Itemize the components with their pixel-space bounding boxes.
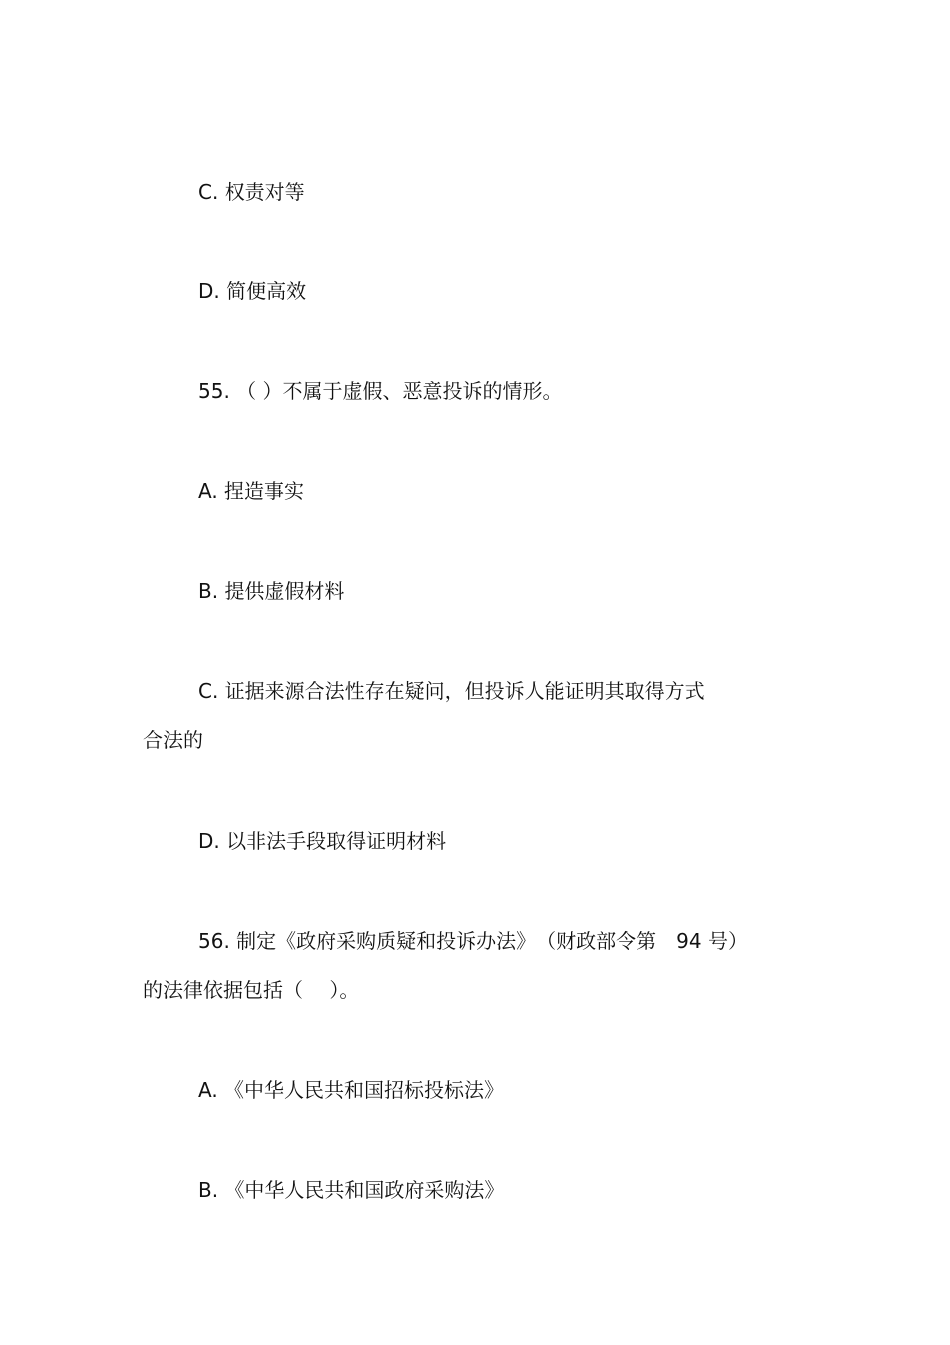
q55-option-c-continued: 合法的 <box>143 728 203 752</box>
option-text: 捏造事实 <box>224 479 305 503</box>
question-55-stem <box>198 377 563 405</box>
option-text: 简便高效 <box>226 279 307 303</box>
question-text: 制定《政府采购质疑和投诉办法》 （财政部令第 94 号） <box>236 929 748 953</box>
option-d-prev <box>198 277 306 305</box>
option-label: C. <box>198 180 219 204</box>
option-text: 《中华人民共和国政府采购法》 <box>224 1178 505 1202</box>
option-label: B. <box>198 579 219 603</box>
question-number: 56. <box>198 929 230 953</box>
option-c-prev <box>198 178 305 206</box>
option-text: 《中华人民共和国招标投标法》 <box>224 1078 505 1102</box>
q55-option-b <box>198 577 344 605</box>
question-number: 55. <box>198 379 230 403</box>
q55-option-a <box>198 477 304 505</box>
q56-option-a <box>198 1076 504 1104</box>
option-label: C. <box>198 679 219 703</box>
option-label: D. <box>198 279 220 303</box>
question-56-stem <box>198 927 748 955</box>
question-56-stem-continued: 的法律依据包括（ ）。 <box>143 978 360 1002</box>
question-text: （ ）不属于虚假、恶意投诉的情形。 <box>236 379 563 403</box>
option-label: D. <box>198 829 220 853</box>
option-text: 证据来源合法性存在疑问，但投诉人能证明其取得方式 <box>224 679 705 703</box>
option-label: A. <box>198 479 218 503</box>
q55-option-c <box>198 677 705 705</box>
option-label: B. <box>198 1178 219 1202</box>
q56-option-b <box>198 1176 504 1204</box>
option-label: A. <box>198 1078 218 1102</box>
option-text: 权责对等 <box>224 180 305 204</box>
q55-option-d <box>198 827 446 855</box>
option-text: 以非法手段取得证明材料 <box>226 829 447 853</box>
option-text: 提供虚假材料 <box>224 579 345 603</box>
